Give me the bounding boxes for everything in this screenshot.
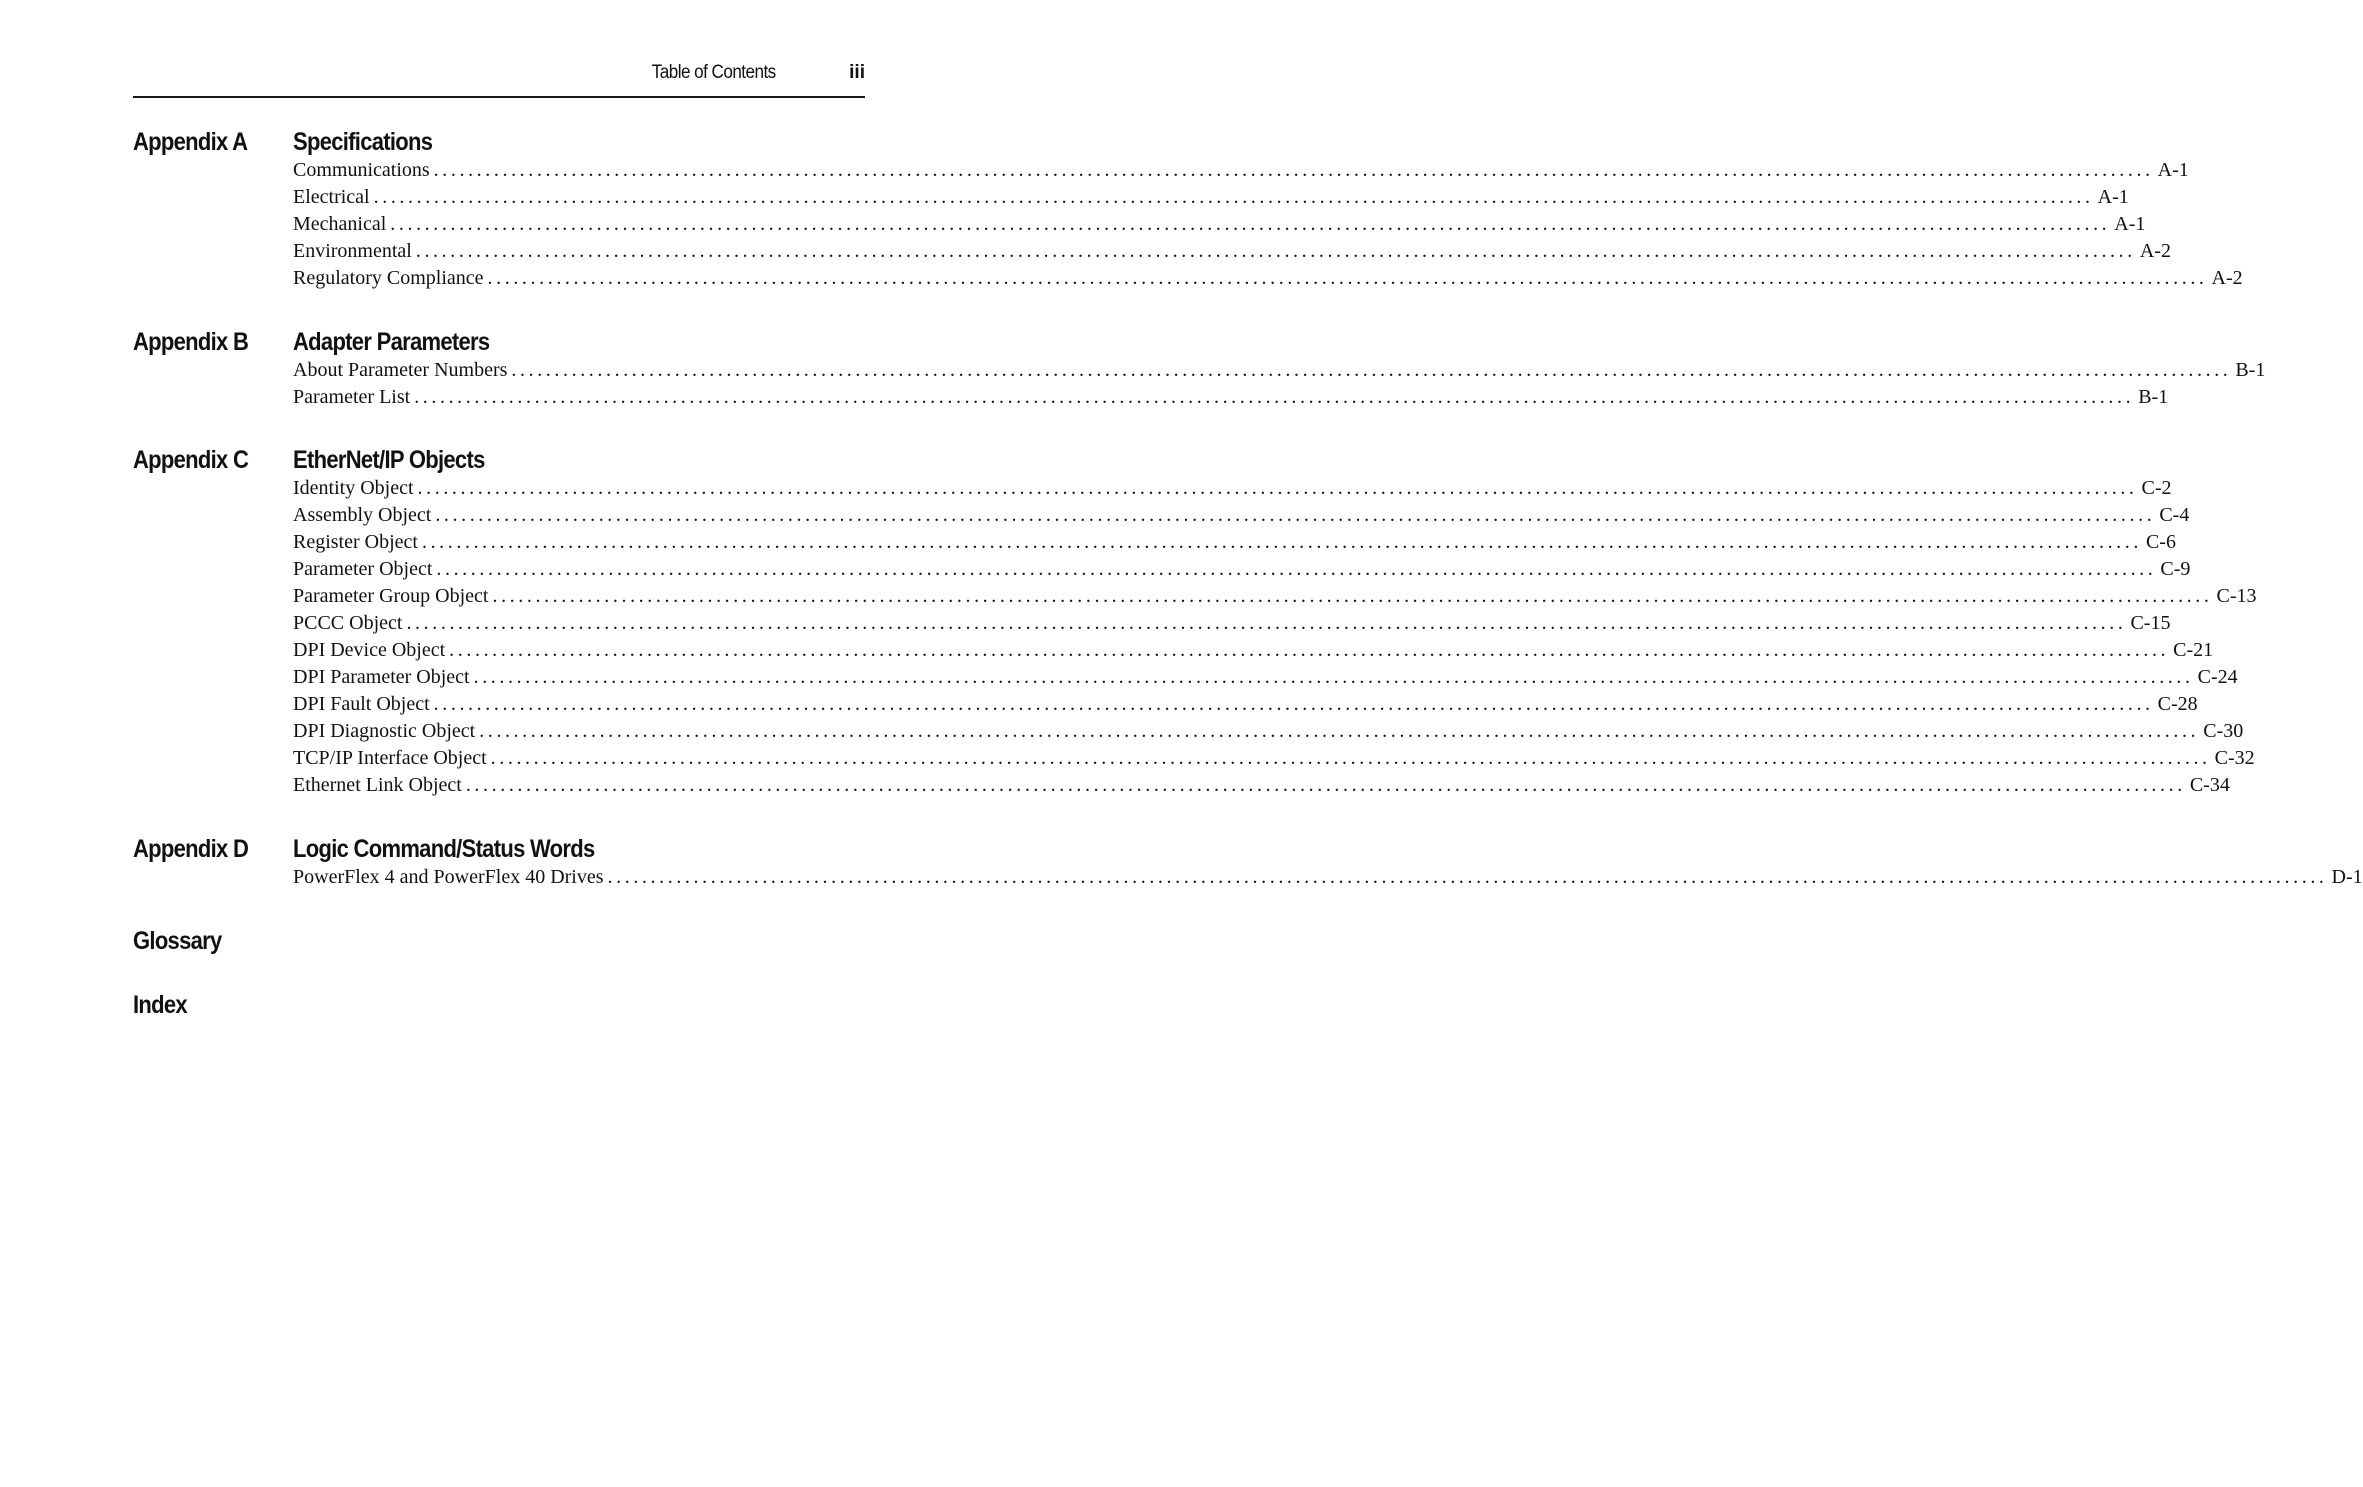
- toc-entry[interactable]: [293, 157, 2189, 184]
- index-link[interactable]: Index: [133, 991, 187, 1019]
- entry-name: About Parameter Numbers: [293, 359, 508, 381]
- leader-dots: ........................................................................................................................................................................................................: [492, 585, 2213, 607]
- entry-page: C-24: [2197, 666, 2238, 688]
- leader-dots: ........................................................................................................................................................................................................: [511, 359, 2232, 381]
- toc-entries: [293, 864, 2363, 891]
- entry-page: A-2: [2139, 240, 2171, 262]
- entry-page: C-30: [2203, 720, 2244, 742]
- entry-name: Electrical: [293, 186, 370, 208]
- entry-page: A-2: [2211, 267, 2243, 289]
- entry-page: D-1: [2331, 866, 2363, 888]
- entry-name: Regulatory Compliance: [293, 267, 484, 289]
- entry-page: C-9: [2160, 558, 2191, 580]
- entry-name: Ethernet Link Object: [293, 774, 462, 796]
- entry-page: C-21: [2173, 639, 2214, 661]
- leader-dots: ........................................................................................................................................................................................................: [417, 477, 2138, 499]
- leader-dots: ........................................................................................................................................................................................................: [449, 639, 2170, 661]
- leader-dots: ........................................................................................................................................................................................................: [406, 612, 2127, 634]
- entry-page: C-4: [2159, 504, 2190, 526]
- entry-page: C-6: [2145, 531, 2176, 553]
- entry-name: Environmental: [293, 240, 412, 262]
- appendix-label: Appendix C: [133, 446, 249, 474]
- leader-dots: ........................................................................................................................................................................................................: [436, 558, 2157, 580]
- toc-entry[interactable]: [293, 664, 2238, 691]
- section-title-link[interactable]: EtherNet/IP Objects: [293, 446, 485, 474]
- appendix-label: Appendix B: [133, 328, 249, 356]
- toc-entry[interactable]: [293, 211, 2146, 238]
- leader-dots: ........................................................................................................................................................................................................: [433, 693, 2154, 715]
- section-title-link[interactable]: Specifications: [293, 128, 433, 156]
- leader-dots: ........................................................................................................................................................................................................: [607, 866, 2328, 888]
- entry-name: PCCC Object: [293, 612, 403, 634]
- glossary-link[interactable]: Glossary: [133, 927, 222, 955]
- toc-entry[interactable]: [293, 502, 2190, 529]
- entry-page: B-1: [2138, 386, 2169, 408]
- toc-entry[interactable]: [293, 265, 2243, 292]
- leader-dots: ........................................................................................................................................................................................................: [479, 720, 2200, 742]
- leader-dots: ........................................................................................................................................................................................................: [487, 267, 2208, 289]
- entry-page: C-34: [2189, 774, 2230, 796]
- toc-entry[interactable]: [293, 691, 2198, 718]
- toc-entries: [293, 357, 2266, 411]
- header-title: Table of Contents: [652, 62, 776, 83]
- entry-name: Parameter Object: [293, 558, 433, 580]
- entry-name: Register Object: [293, 531, 418, 553]
- entry-page: A-1: [2097, 186, 2129, 208]
- leader-dots: ........................................................................................................................................................................................................: [390, 213, 2111, 235]
- toc-entry[interactable]: [293, 864, 2363, 891]
- section-title-link[interactable]: Adapter Parameters: [293, 328, 490, 356]
- leader-dots: ........................................................................................................................................................................................................: [473, 666, 2194, 688]
- header-page-number: iii: [849, 62, 865, 83]
- toc-entry[interactable]: [293, 583, 2257, 610]
- leader-dots: ........................................................................................................................................................................................................: [465, 774, 2186, 796]
- leader-dots: ........................................................................................................................................................................................................: [490, 747, 2211, 769]
- leader-dots: ........................................................................................................................................................................................................: [373, 186, 2094, 208]
- entry-name: Assembly Object: [293, 504, 432, 526]
- toc-entry[interactable]: [293, 384, 2169, 411]
- entry-page: A-1: [2157, 159, 2189, 181]
- toc-entry[interactable]: [293, 637, 2214, 664]
- entry-name: Identity Object: [293, 477, 414, 499]
- toc-entry[interactable]: [293, 718, 2244, 745]
- entry-name: TCP/IP Interface Object: [293, 747, 487, 769]
- toc-entries: [293, 475, 2257, 799]
- appendix-label: Appendix A: [133, 128, 248, 156]
- appendix-label: Appendix D: [133, 835, 249, 863]
- entry-name: Parameter Group Object: [293, 585, 489, 607]
- leader-dots: ........................................................................................................................................................................................................: [421, 531, 2142, 553]
- entry-name: DPI Diagnostic Object: [293, 720, 476, 742]
- toc-entry[interactable]: [293, 745, 2255, 772]
- leader-dots: ........................................................................................................................................................................................................: [433, 159, 2154, 181]
- entry-page: C-2: [2141, 477, 2172, 499]
- toc-entry[interactable]: [293, 556, 2191, 583]
- page-header: [133, 58, 865, 98]
- toc-entry[interactable]: [293, 238, 2171, 265]
- entry-page: C-15: [2130, 612, 2171, 634]
- entry-page: B-1: [2235, 359, 2266, 381]
- toc-entries: [293, 157, 2243, 292]
- entry-page: C-13: [2216, 585, 2257, 607]
- entry-name: Mechanical: [293, 213, 387, 235]
- toc-entry[interactable]: [293, 475, 2172, 502]
- leader-dots: ........................................................................................................................................................................................................: [435, 504, 2156, 526]
- leader-dots: ........................................................................................................................................................................................................: [414, 386, 2135, 408]
- entry-name: DPI Device Object: [293, 639, 446, 661]
- entry-name: DPI Parameter Object: [293, 666, 470, 688]
- entry-page: C-28: [2157, 693, 2198, 715]
- toc-entry[interactable]: [293, 357, 2266, 384]
- entry-name: Communications: [293, 159, 430, 181]
- entry-page: C-32: [2214, 747, 2255, 769]
- toc-entry[interactable]: [293, 610, 2171, 637]
- entry-name: PowerFlex 4 and PowerFlex 40 Drives: [293, 866, 604, 888]
- section-title-link[interactable]: Logic Command/Status Words: [293, 835, 595, 863]
- toc-entry[interactable]: [293, 772, 2230, 799]
- toc-entry[interactable]: [293, 184, 2129, 211]
- entry-page: A-1: [2114, 213, 2146, 235]
- toc-entry[interactable]: [293, 529, 2176, 556]
- entry-name: Parameter List: [293, 386, 411, 408]
- entry-name: DPI Fault Object: [293, 693, 430, 715]
- leader-dots: ........................................................................................................................................................................................................: [415, 240, 2136, 262]
